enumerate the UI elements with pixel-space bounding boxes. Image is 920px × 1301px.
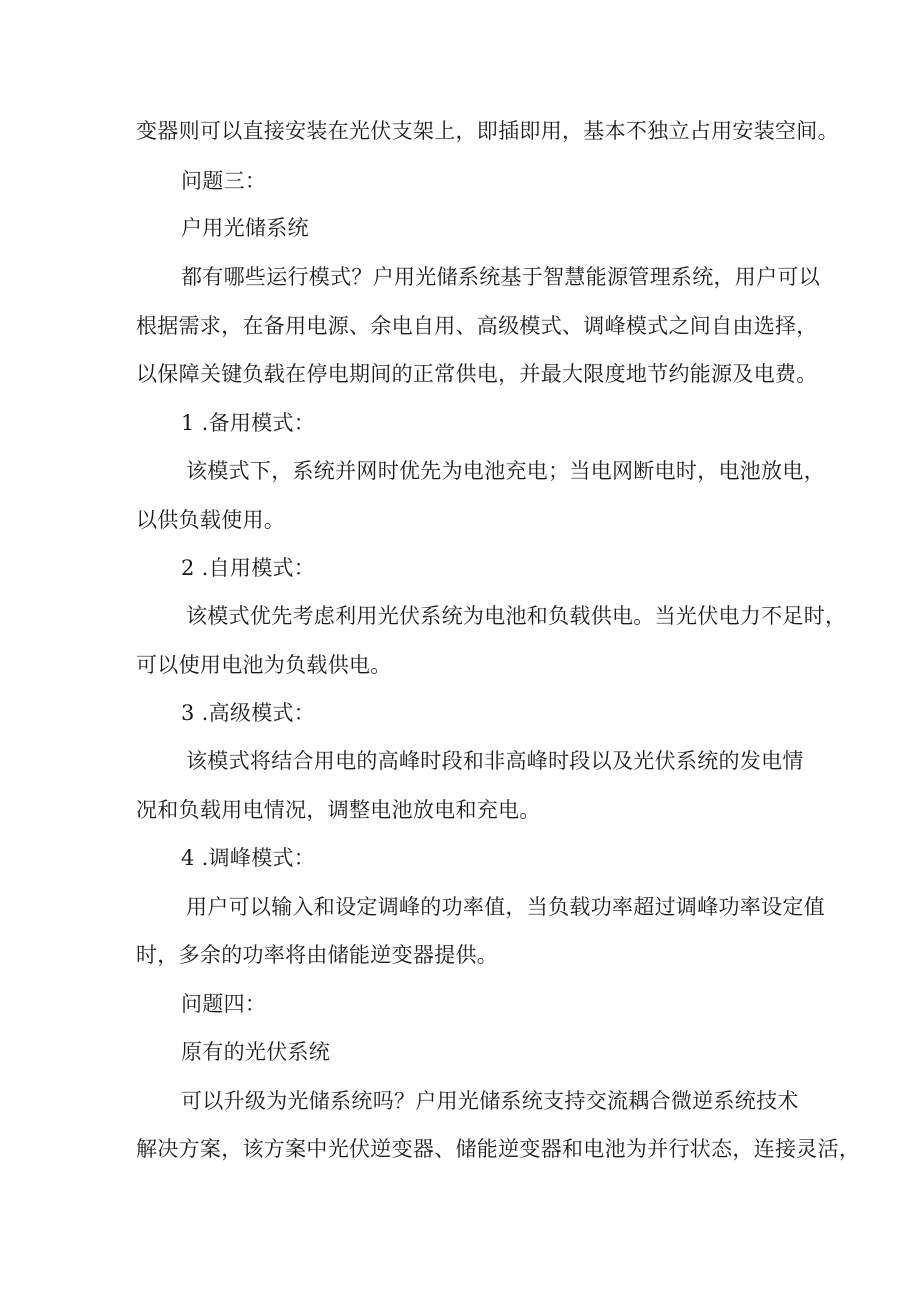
paragraph-line: 都有哪些运行模式？户用光储系统基于智慧能源管理系统，用户可以 — [181, 265, 820, 289]
section-subheading: 户用光储系统 — [181, 216, 309, 240]
paragraph-line: 以保障关键负载在停电期间的正常供电，并最大限度地节约能源及电费。 — [136, 362, 818, 386]
paragraph-line: 况和负载用电情况，调整电池放电和充电。 — [136, 798, 541, 822]
paragraph-line: 以供负载使用。 — [136, 508, 286, 532]
section-subheading: 原有的光伏系统 — [181, 1040, 331, 1064]
paragraph-line: 根据需求，在备用电源、余电自用、高级模式、调峰模式之间自由选择， — [136, 314, 818, 338]
paragraph-line: 该模式下，系统并网时优先为电池充电；当电网断电时，电池放电， — [186, 459, 825, 483]
paragraph-line: 变器则可以直接安装在光伏支架上，即插即用，基本不独立占用安装空间。 — [136, 119, 839, 143]
list-item-heading: 1 .备用模式： — [181, 411, 316, 435]
paragraph-line: 用户可以输入和设定调峰的功率值，当负载功率超过调峰功率设定值 — [186, 895, 825, 919]
list-item-heading: 2 .自用模式： — [181, 556, 316, 580]
paragraph-line: 该模式优先考虑利用光伏系统为电池和负载供电。当光伏电力不足时， — [186, 604, 847, 628]
list-item-heading: 4 .调峰模式： — [181, 846, 316, 870]
paragraph-line: 可以使用电池为负载供电。 — [136, 653, 392, 677]
paragraph-line: 解决方案，该方案中光伏逆变器、储能逆变器和电池为并行状态，连接灵活， — [136, 1137, 861, 1161]
paragraph-line: 时，多余的功率将由储能逆变器提供。 — [136, 943, 499, 967]
question-heading: 问题四： — [181, 992, 267, 1016]
list-item-heading: 3 .高级模式： — [181, 701, 316, 725]
paragraph-line: 可以升级为光储系统吗？户用光储系统支持交流耦合微逆系统技术 — [181, 1089, 799, 1113]
paragraph-line: 该模式将结合用电的高峰时段和非高峰时段以及光伏系统的发电情 — [186, 749, 804, 773]
question-heading: 问题三： — [181, 169, 267, 193]
